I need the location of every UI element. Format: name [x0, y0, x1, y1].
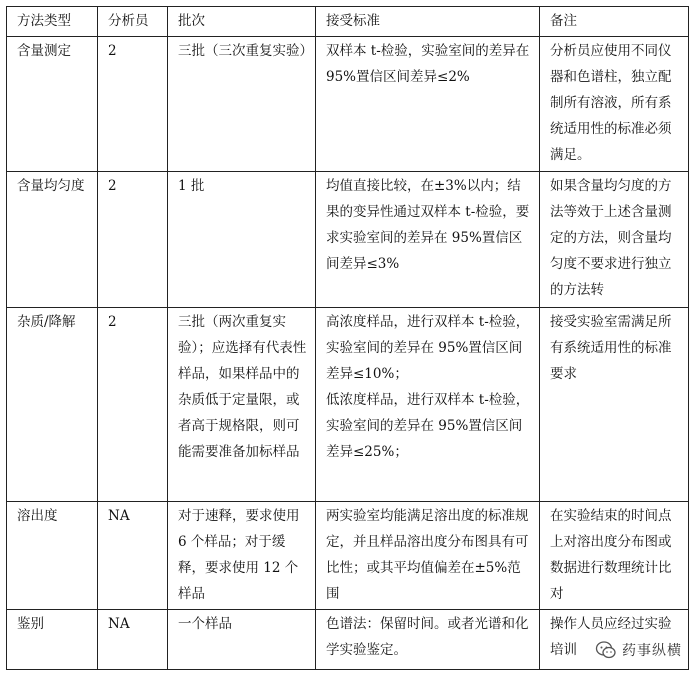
- cell-remarks: 分析员应使用不同仪器和色谱柱，独立配制所有溶液，所有系统适用性的标准必须满足。: [540, 37, 689, 172]
- cell-analysts: 2: [98, 308, 168, 502]
- cell-method: 溶出度: [7, 502, 98, 610]
- table-header-row: [7, 7, 689, 37]
- cell-batches: 三批（两次重复实验）；应选择有代表性样品，如果样品中的杂质低于定量限，或者高于规格限，则可能需要准备加标样品: [168, 308, 316, 502]
- cell-batches: 一个样品: [168, 610, 316, 670]
- cell-criteria: [316, 308, 540, 502]
- cell-remarks: 如果含量均匀度的方法等效于上述含量测定的方法，则含量均匀度不要求进行独立的方法转: [540, 172, 689, 308]
- cell-remarks: 在实验结束的时间点上对溶出度分布图或数据进行数理统计比对: [540, 502, 689, 610]
- cell-analysts: NA: [98, 610, 168, 670]
- cell-criteria: 双样本 t-检验，实验室间的差异在 95%置信区间差异≤2%: [316, 37, 540, 172]
- cell-analysts: 2: [98, 37, 168, 172]
- header-method-type: 方法类型: [7, 7, 98, 37]
- table-row: [7, 502, 689, 610]
- header-acceptance-criteria: 接受标准: [316, 7, 540, 37]
- cell-analysts: 2: [98, 172, 168, 308]
- table-row: [7, 308, 689, 502]
- table-row: [7, 172, 689, 308]
- cell-remarks: 操作人员应经过实验培训: [540, 610, 689, 670]
- acceptance-criteria-table: [6, 6, 689, 670]
- watermark-text: 药事纵横: [622, 643, 682, 659]
- cell-remarks: 接受实验室需满足所有系统适用性的标准要求: [540, 308, 689, 502]
- cell-batches: 对于速释，要求使用 6 个样品；对于缓释，要求使用 12 个样品: [168, 502, 316, 610]
- header-batches: 批次: [168, 7, 316, 37]
- header-remarks: 备注: [540, 7, 689, 37]
- table-row: [7, 610, 689, 670]
- cell-criteria: 两实验室均能满足溶出度的标准规定，并且样品溶出度分布图具有可比性；或其平均值偏差在±5%范围: [316, 502, 540, 610]
- cell-method: 杂质/降解: [7, 308, 98, 502]
- cell-method: 含量均匀度: [7, 172, 98, 308]
- header-analysts: 分析员: [98, 7, 168, 37]
- criteria-text: 高浓度样品，进行双样本 t-检验，实验室间的差异在 95%置信区间差异≤10%； 低浓度样品，进行双样本 t-检验，实验室间的差异在 95%置信区间差异≤25%；: [326, 314, 530, 460]
- watermark: [591, 637, 686, 663]
- table-row: [7, 37, 689, 172]
- cell-criteria: 色谱法：保留时间。或者光谱和化学实验鉴定。: [316, 610, 540, 670]
- wechat-icon: [595, 639, 617, 661]
- cell-batches: 三批（三次重复实验）: [168, 37, 316, 172]
- cell-criteria: 均值直接比较，在±3%以内；结果的变异性通过双样本 t-检验，要求实验室间的差异在 95%置信区间差异≤3%: [316, 172, 540, 308]
- cell-batches: 1 批: [168, 172, 316, 308]
- cell-analysts: NA: [98, 502, 168, 610]
- cell-method: 鉴别: [7, 610, 98, 670]
- cell-method: 含量测定: [7, 37, 98, 172]
